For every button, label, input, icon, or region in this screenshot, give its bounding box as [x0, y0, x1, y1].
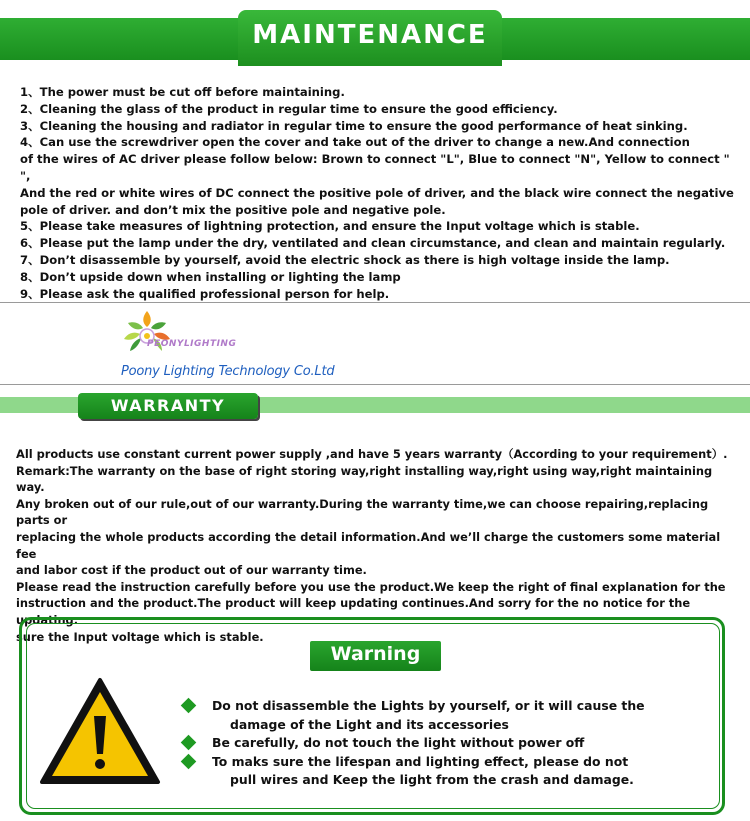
maintenance-item: 9、Please ask the qualified professional person for help. [20, 286, 390, 301]
warranty-line: sure the Input voltage which is stable. [16, 629, 264, 644]
logo-wordmark: PEONYLIGHTING [147, 339, 237, 349]
warning-item [180, 734, 660, 753]
warning-item-line2: pull wires and Keep the light from the crash and damage. [230, 772, 634, 787]
divider [0, 384, 750, 385]
maintenance-item: 6、Please put the lamp under the dry, ventilated and clean circumstance, and clean and maintain regularly. [20, 236, 726, 251]
maintenance-item: 5、Please take measures of lightning protection, and ensure the Input voltage which is stable. [20, 219, 640, 234]
maintenance-item: And the red or white wires of DC connect the positive pole of driver, and the black wire connect the negative [20, 185, 734, 200]
peony-flower-logo-icon [118, 305, 176, 363]
warranty-line: All products use constant current power supply ,and have 5 years warranty（According to your requirement）. [16, 447, 728, 461]
warning-item [180, 697, 660, 734]
maintenance-item: of the wires of AC driver please follow below: Brown to connect "L", Blue to connect "N", Yellow to connect " ", [20, 152, 734, 183]
maintenance-item: 8、Don’t upside down when installing or lighting the lamp [20, 269, 401, 284]
warranty-title: WARRANTY [110, 396, 226, 415]
warning-item-line2: damage of the Light and its accessories [230, 716, 509, 732]
warranty-line: Remark:The warranty on the base of right storing way,right installing way,right using way,right maintaining way. [16, 463, 717, 495]
warranty-line: Please read the instruction carefully before you use the product.We keep the right of final explanation for the [16, 579, 726, 594]
warranty-line: Any broken out of our rule,out of our warranty.During the warranty time,we can choose repairing,replacing parts or [16, 496, 713, 528]
warranty-line: instruction and the product.The product will keep updating continues.And sorry for the no notice for the updating. [16, 596, 695, 627]
warning-triangle-icon [38, 676, 162, 788]
diamond-bullet-icon [181, 735, 197, 751]
maintenance-item: 1、The power must be cut off before maintaining. [20, 85, 345, 99]
warning-item [180, 753, 660, 790]
maintenance-item: 7、Don’t disassemble by yourself, avoid the electric shock as there is high voltage inside the lamp. [20, 252, 670, 267]
maintenance-item: 3、Cleaning the housing and radiator in regular time to ensure the good performance of heat sinking. [20, 118, 688, 133]
warning-item-line1: To maks sure the lifespan and lighting effect, please do not [212, 753, 629, 769]
warning-list [180, 697, 660, 790]
maintenance-item: 2、Cleaning the glass of the product in regular time to ensure the good efficiency. [20, 101, 558, 116]
company-name: Poony Lighting Technology Co.Ltd [121, 364, 335, 379]
maintenance-item: 4、Can use the screwdriver open the cover and take out of the driver to change a new.And connection [20, 135, 690, 150]
divider [0, 302, 750, 303]
warning-item-line1: Be carefully, do not touch the light without power off [212, 735, 585, 750]
warning-title: Warning [330, 643, 421, 665]
warning-item-line1: Do not disassemble the Lights by yourself, or it will cause the [212, 698, 645, 713]
maintenance-list [20, 84, 740, 302]
diamond-bullet-icon [181, 698, 197, 714]
diamond-bullet-icon [181, 753, 197, 769]
warranty-text [16, 446, 740, 645]
maintenance-item: pole of driver. and don’t mix the positive pole and negative pole. [20, 202, 446, 217]
maintenance-title: MAINTENANCE [252, 20, 488, 50]
warranty-line: and labor cost if the product out of our warranty time. [16, 563, 367, 578]
warranty-line: replacing the whole products according the detail information.And we’ll charge the customers some material fee [16, 529, 725, 561]
